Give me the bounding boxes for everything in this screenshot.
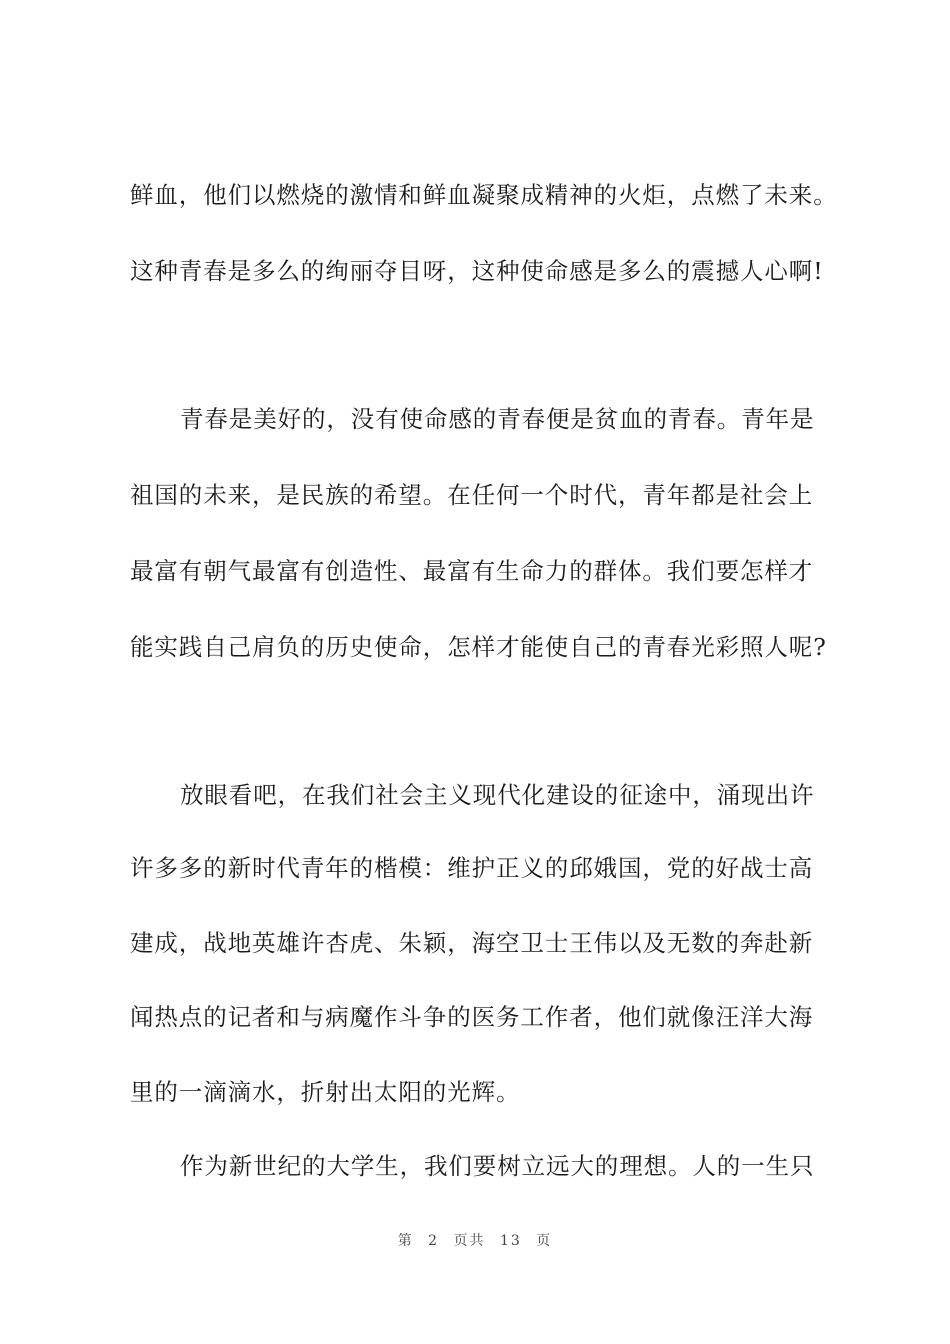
paragraph-line: 作为新世纪的大学生，我们要树立远大的理想。人的一生只	[180, 1152, 815, 1180]
page-footer	[0, 1230, 950, 1250]
footer-middle: 页共	[453, 1233, 486, 1249]
paragraph-line: 能实践自己肩负的历史使命，怎样才能使自己的青春光彩照人呢?	[130, 633, 827, 661]
paragraph-line: 青春是美好的，没有使命感的青春便是贫血的青春。青年是	[180, 405, 815, 433]
paragraph-line: 鲜血，他们以燃烧的激情和鲜血凝聚成精神的火炬，点燃了未来。	[130, 181, 838, 209]
paragraph-line: 许多多的新时代青年的楷模：维护正义的邱娥国，党的好战士高	[130, 854, 814, 882]
paragraph-line: 闻热点的记者和与病魔作斗争的医务工作者，他们就像汪洋大海	[130, 1003, 814, 1031]
footer-page-number: 2	[428, 1233, 440, 1249]
paragraph-line: 祖国的未来，是民族的希望。在任何一个时代，青年都是社会上	[130, 481, 814, 509]
paragraph-line: 最富有朝气最富有创造性、最富有生命力的群体。我们要怎样才	[130, 557, 814, 585]
paragraph-line: 里的一滴滴水，折射出太阳的光辉。	[130, 1078, 521, 1106]
paragraph-line: 放眼看吧，在我们社会主义现代化建设的征途中，涌现出许	[180, 781, 815, 809]
footer-prefix: 第	[397, 1233, 414, 1249]
paragraph-line: 这种青春是多么的绚丽夺目呀，这种使命感是多么的震撼人心啊!	[130, 257, 824, 285]
footer-total-pages: 13	[500, 1233, 522, 1249]
footer-suffix: 页	[536, 1233, 553, 1249]
paragraph-line: 建成，战地英雄许杏虎、朱颖，海空卫士王伟以及无数的奔赴新	[130, 929, 814, 957]
